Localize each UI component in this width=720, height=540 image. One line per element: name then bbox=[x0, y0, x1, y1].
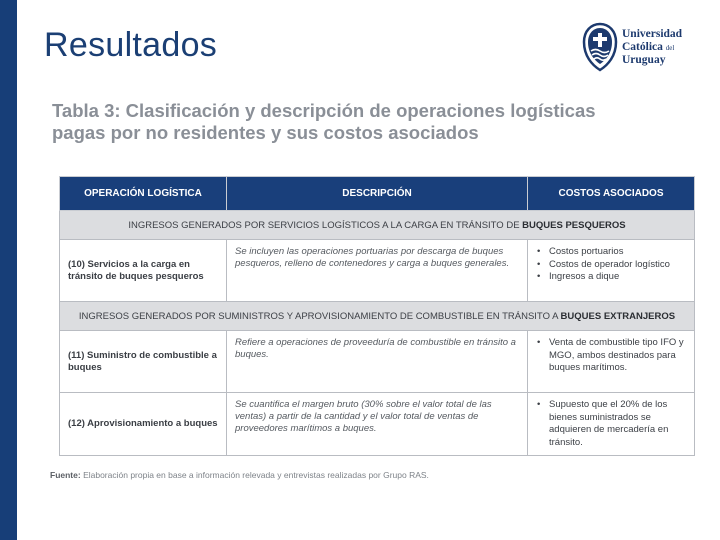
cost-item: • Venta de combustible tipo IFO y MGO, ambos destinados para buques marítimos. bbox=[546, 337, 686, 375]
logo-line-1: Universidad bbox=[622, 28, 683, 40]
costs-list bbox=[536, 246, 686, 284]
section-row-foreign-vessels bbox=[60, 302, 695, 331]
section-label-emphasis: BUQUES EXTRANJEROS bbox=[560, 310, 676, 322]
costs-list bbox=[536, 337, 686, 375]
table-caption: Tabla 3: Clasificación y descripción de operaciones logísticas pagas por no residentes y sus costos asociados bbox=[52, 100, 596, 143]
source-label: Fuente: bbox=[50, 470, 81, 480]
cost-item: • Costos de operador logístico bbox=[546, 259, 686, 272]
header-operation: OPERACIÓN LOGÍSTICA bbox=[60, 177, 227, 211]
section-label bbox=[60, 211, 695, 240]
logo-line-2-suffix: del bbox=[665, 43, 675, 52]
university-name bbox=[622, 28, 682, 67]
logo-line-2: Católica bbox=[622, 40, 663, 53]
university-seal-icon bbox=[582, 22, 618, 72]
source-text: Elaboración propia en base a información relevada y entrevistas realizadas por Grupo RAS. bbox=[80, 470, 429, 480]
section-label-prefix: INGRESOS GENERADOS POR SERVICIOS LOGÍSTICOS A LA CARGA EN TRÁNSITO DE bbox=[128, 219, 523, 231]
logistics-operations-table bbox=[59, 176, 695, 456]
logo-line-3: Uruguay bbox=[622, 54, 666, 66]
table-source-note bbox=[50, 470, 429, 480]
operation-cell: (11) Suministro de combustible a buques bbox=[60, 331, 227, 393]
section-row-fishing-vessels bbox=[60, 211, 695, 240]
table-row bbox=[60, 331, 695, 393]
page-title: Resultados bbox=[44, 26, 218, 64]
university-logo bbox=[582, 22, 702, 76]
section-label-emphasis: BUQUES PESQUEROS bbox=[522, 219, 626, 231]
cost-item: • Costos portuarios bbox=[546, 246, 686, 259]
header-costs: COSTOS ASOCIADOS bbox=[528, 177, 695, 211]
operation-cell: (10) Servicios a la carga en tránsito de buques pesqueros bbox=[60, 240, 227, 302]
costs-list bbox=[536, 399, 686, 449]
header-description: DESCRIPCIÓN bbox=[227, 177, 528, 211]
left-accent-bar bbox=[0, 0, 17, 540]
table-row bbox=[60, 393, 695, 456]
section-label bbox=[60, 302, 695, 331]
description-cell: Se cuantifica el margen bruto (30% sobre el valor total de las ventas) a partir de la cantidad y el valor total de ventas de proveedores marítimos a buques. bbox=[227, 393, 528, 456]
cost-item: • Ingresos a dique bbox=[546, 271, 686, 284]
table-row bbox=[60, 240, 695, 302]
costs-cell bbox=[528, 331, 695, 393]
cost-item: • Supuesto que el 20% de los bienes suministrados se adquieren de mercadería en tránsito. bbox=[546, 399, 686, 449]
description-cell: Refiere a operaciones de proveeduría de combustible en tránsito a buques. bbox=[227, 331, 528, 393]
costs-cell bbox=[528, 393, 695, 456]
operation-cell: (12) Aprovisionamiento a buques bbox=[60, 393, 227, 456]
table-header-row bbox=[60, 177, 695, 211]
description-cell: Se incluyen las operaciones portuarias por descarga de buques pesqueros, relleno de contenedores y carga a buques generales. bbox=[227, 240, 528, 302]
section-label-prefix: INGRESOS GENERADOS POR SUMINISTROS Y APROVISIONAMIENTO DE COMBUSTIBLE EN TRÁNSITO A bbox=[78, 310, 561, 322]
costs-cell bbox=[528, 240, 695, 302]
